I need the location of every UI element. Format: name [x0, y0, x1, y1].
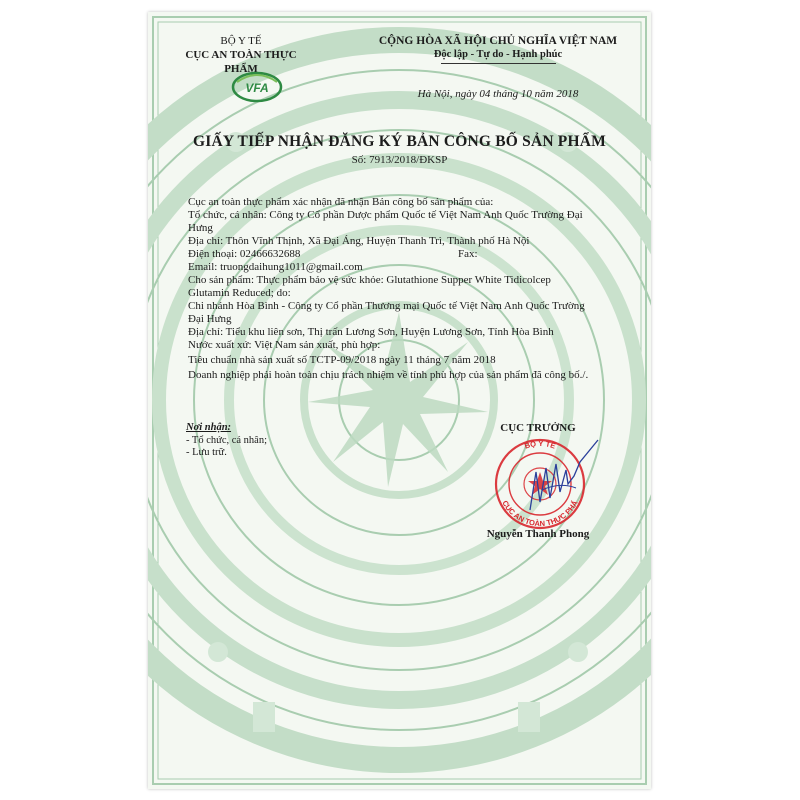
standard-line: Tiêu chuẩn nhà sản xuất số TCTP-09/2018 ngày 11 tháng 7 năm 2018	[188, 354, 496, 366]
document-title: GIẤY TIẾP NHẬN ĐĂNG KÝ BẢN CÔNG BỐ SẢN PHẨM	[193, 133, 606, 150]
signatory-name: Nguyễn Thanh Phong	[486, 528, 590, 540]
stamp-top-text: BỘ Y TẾ	[523, 438, 557, 451]
document-number: Số: 7913/2018/ĐKSP	[351, 154, 448, 166]
svg-text:CỤC AN TOÀN THỰC PHẨ	[500, 498, 580, 528]
national-header	[348, 34, 648, 64]
motto-underline	[441, 63, 556, 64]
phone-line: Điện thoại: 02466632688	[188, 248, 301, 260]
signatory-position: CỤC TRƯỞNG	[500, 422, 576, 434]
ministry-name: BỘ Y TẾ	[220, 35, 262, 47]
producer-line-2: Đại Hưng	[188, 313, 232, 325]
recipients-heading: Nơi nhận:	[186, 422, 232, 433]
stamp-bottom-text: CỤC AN TOÀN THỰC PHẨ	[500, 498, 580, 529]
vfa-logo-icon	[231, 70, 283, 104]
intro-line: Cục an toàn thực phẩm xác nhận đã nhận Bản công bố sản phẩm của:	[188, 196, 494, 208]
origin-line: Nước xuất xứ: Việt Nam sản xuất, phù hợp:	[188, 339, 381, 351]
organization-line-1: Tổ chức, cá nhân: Công ty Cổ phần Dược phẩm Quốc tế Việt Nam Anh Quốc Trường Đại	[188, 209, 583, 221]
product-line-1: Cho sản phẩm: Thực phẩm bảo vệ sức khỏe: Glutathione Supper White Tidicolcep	[188, 274, 551, 286]
producer-line-1: Chi nhánh Hòa Bình - Công ty Cổ phần Thương mại Quốc tế Việt Nam Anh Quốc Trường	[188, 300, 585, 312]
phone-fax-row	[188, 248, 618, 261]
recipient-item: - Lưu trữ.	[186, 447, 227, 458]
logo-text: VFA	[245, 81, 269, 95]
department-name: CỤC AN TOÀN THỰC PHẨM	[185, 49, 297, 75]
official-stamp-icon	[480, 432, 610, 532]
issue-date: Hà Nội, ngày 04 tháng 10 năm 2018	[417, 88, 579, 100]
producer-address-line: Địa chỉ: Tiểu khu liên sơn, Thị trấn Lương Sơn, Huyện Lương Sơn, Tỉnh Hòa Bình	[188, 326, 554, 338]
email-line: Email: truongdaihung1011@gmail.com	[188, 261, 363, 273]
organization-line-2: Hưng	[188, 222, 213, 234]
certificate-document	[148, 12, 651, 789]
national-motto: Độc lập - Tự do - Hạnh phúc	[433, 49, 563, 60]
responsibility-line: Doanh nghiệp phải hoàn toàn chịu trách nhiệm về tính phù hợp của sản phẩm đã công bố./.	[188, 369, 589, 381]
address-line: Địa chỉ: Thôn Vĩnh Thịnh, Xã Đại Áng, Huyện Thanh Trì, Thành phố Hà Nội	[188, 235, 530, 247]
republic-name: CỘNG HÒA XÃ HỘI CHỦ NGHĨA VIỆT NAM	[378, 35, 618, 47]
fax-line: Fax:	[458, 248, 478, 260]
recipient-item: - Tổ chức, cá nhân;	[186, 434, 268, 446]
svg-text:BỘ Y TẾ	[523, 439, 557, 451]
product-line-2: Glutamin Reduced; do:	[188, 287, 291, 299]
certificate-body	[188, 196, 618, 382]
recipients-block	[186, 422, 267, 460]
